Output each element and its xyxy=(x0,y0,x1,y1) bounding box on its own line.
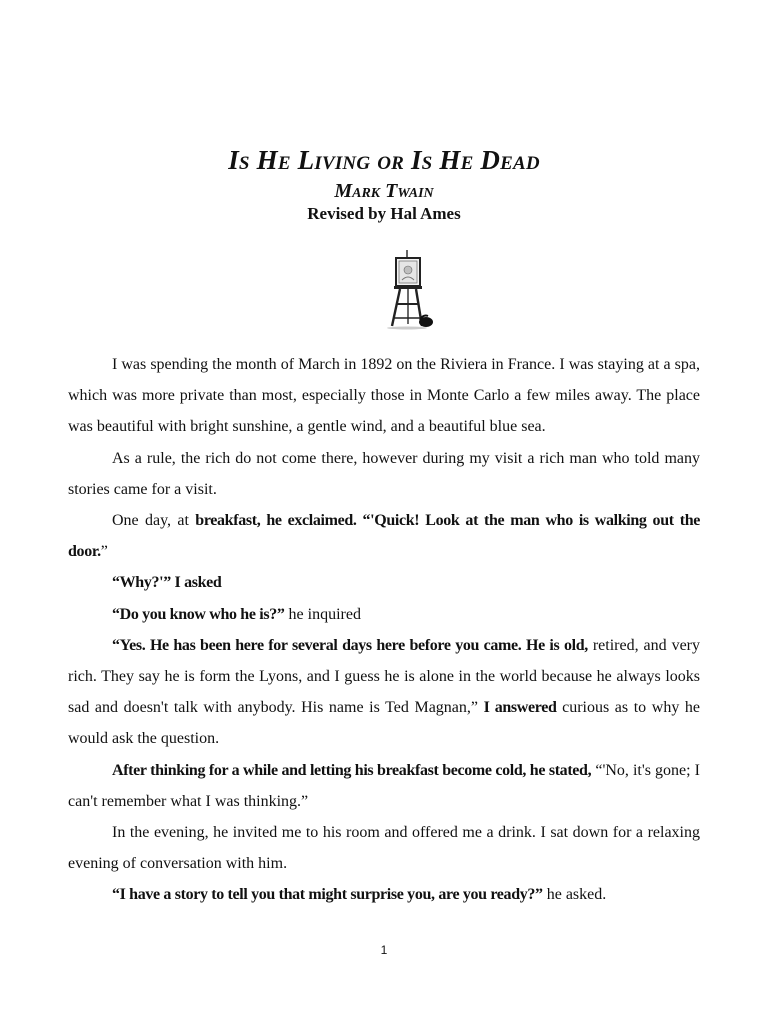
page-number: 1 xyxy=(380,943,388,957)
story-title: Is He Living or Is He Dead xyxy=(228,145,540,175)
paragraph: “Why?'” I asked xyxy=(112,574,222,592)
paragraph: One day, at breakfast, he exclaimed. “'Quick! Look at the man who is walking out the door.” xyxy=(68,512,700,561)
reviser-credit: Revised by Hal Ames xyxy=(307,204,461,223)
paragraph: I was spending the month of March in 1892 on the Riviera in France. I was staying at a spa, which was more private than most, especially those in Monte Carlo a few miles away. The place was beautiful with bright sunshine, a gentle wind, and a beautiful blue sea. xyxy=(68,356,700,436)
author-name: Mark Twain xyxy=(334,180,434,202)
paragraph: After thinking for a while and letting his breakfast become cold, he stated, “'No, it's gone; I can't remember what I was thinking.” xyxy=(68,761,700,810)
paragraph: In the evening, he invited me to his room and offered me a drink. I sat down for a relaxing evening of conversation with him. xyxy=(68,824,700,873)
paragraph: “Yes. He has been here for several days here before you came. He is old, retired, and very rich. They say he is form the Lyons, and I guess he is alone in the world because he always looks sad and doesn't talk with anybody. His name is Ted Magnan,” I answered curious as to why he would ask the question. xyxy=(68,636,701,748)
paragraph: “I have a story to tell you that might surprise you, are you ready?” he asked. xyxy=(112,886,607,904)
paragraph: As a rule, the rich do not come there, however during my visit a rich man who told many stories came for a visit. xyxy=(68,449,700,498)
story-body xyxy=(68,349,700,911)
easel-illustration-icon xyxy=(380,248,436,332)
paragraph: “Do you know who he is?” he inquired xyxy=(112,605,361,623)
